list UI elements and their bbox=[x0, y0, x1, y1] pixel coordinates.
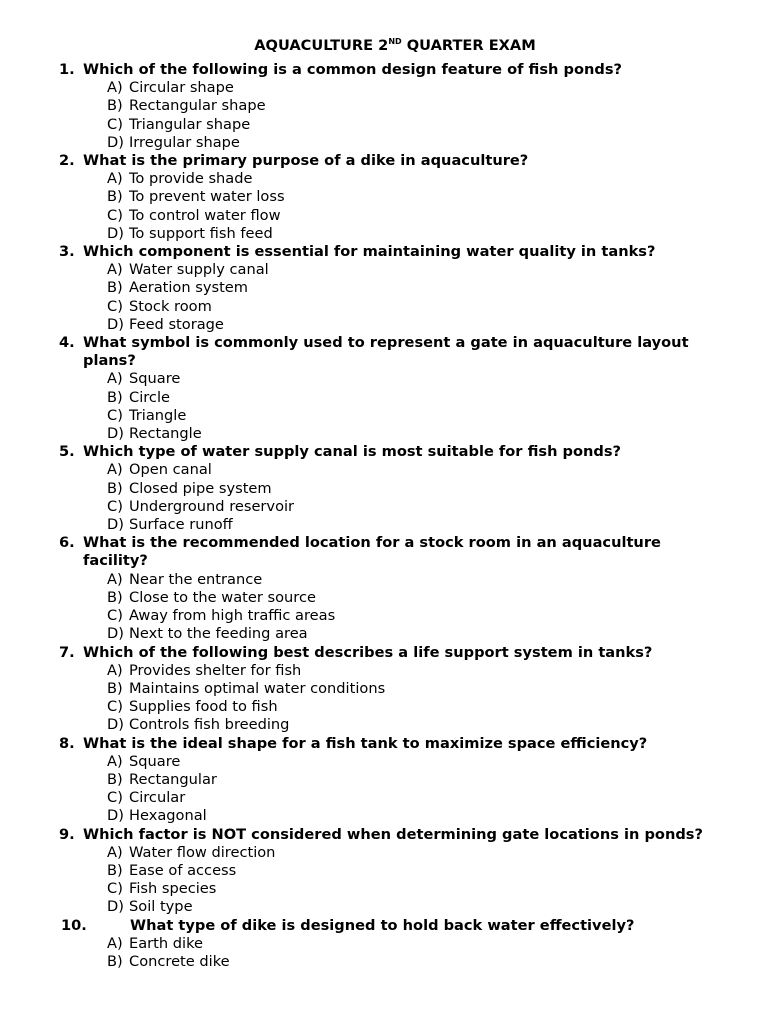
option-text: Water supply canal bbox=[129, 261, 269, 279]
option-text: Next to the feeding area bbox=[129, 625, 308, 643]
option-letter: A) bbox=[107, 261, 123, 279]
question-10 bbox=[0, 917, 768, 935]
option-text: Provides shelter for fish bbox=[129, 661, 302, 679]
answer-option bbox=[0, 498, 768, 516]
option-letter: B) bbox=[107, 861, 123, 879]
question-number: 3. bbox=[59, 243, 75, 261]
question-3 bbox=[0, 243, 768, 261]
question-8 bbox=[0, 735, 768, 753]
option-text: Near the entrance bbox=[129, 570, 263, 588]
answer-option bbox=[0, 953, 768, 971]
question-text: Which factor is NOT considered when determining gate locations in ponds? bbox=[83, 825, 703, 843]
answer-option bbox=[0, 188, 768, 206]
option-text: Rectangle bbox=[129, 425, 202, 443]
option-letter: C) bbox=[107, 115, 123, 133]
option-text: Maintains optimal water conditions bbox=[129, 679, 386, 697]
option-letter: D) bbox=[107, 898, 124, 916]
option-text: Triangular shape bbox=[129, 115, 251, 133]
question-text: What symbol is commonly used to represent a gate in aquaculture layout plans? bbox=[83, 334, 689, 370]
exam-title bbox=[0, 33, 768, 55]
question-7 bbox=[0, 644, 768, 662]
question-text: Which type of water supply canal is most suitable for fish ponds? bbox=[83, 443, 622, 461]
question-text: What type of dike is designed to hold back water effectively? bbox=[130, 916, 635, 934]
option-letter: A) bbox=[107, 79, 123, 97]
answer-option bbox=[0, 698, 768, 716]
option-letter: A) bbox=[107, 170, 123, 188]
option-text: To control water flow bbox=[129, 206, 281, 224]
option-letter: D) bbox=[107, 625, 124, 643]
question-number: 2. bbox=[59, 152, 75, 170]
option-letter: C) bbox=[107, 297, 123, 315]
question-9 bbox=[0, 826, 768, 844]
answer-option bbox=[0, 370, 768, 388]
question-number: 1. bbox=[59, 61, 75, 78]
option-text: Circular shape bbox=[129, 79, 234, 97]
answer-option bbox=[0, 789, 768, 807]
option-letter: C) bbox=[107, 497, 123, 515]
option-text: Supplies food to fish bbox=[129, 698, 278, 716]
question-5 bbox=[0, 443, 768, 461]
option-text: Underground reservoir bbox=[129, 497, 295, 515]
question-number: 8. bbox=[59, 734, 75, 752]
option-text: Triangle bbox=[129, 406, 187, 424]
answer-option bbox=[0, 589, 768, 607]
answer-option bbox=[0, 225, 768, 243]
option-text: Aeration system bbox=[129, 279, 249, 297]
question-4 bbox=[0, 334, 768, 370]
title-superscript: ND bbox=[388, 37, 402, 46]
answer-option bbox=[0, 716, 768, 734]
answer-option bbox=[0, 880, 768, 898]
answer-option bbox=[0, 461, 768, 479]
option-text: Feed storage bbox=[129, 315, 224, 333]
option-text: Controls fish breeding bbox=[129, 716, 290, 734]
answer-option bbox=[0, 753, 768, 771]
question-number: 6. bbox=[59, 534, 75, 552]
option-letter: A) bbox=[107, 934, 123, 952]
option-letter: D) bbox=[107, 224, 124, 242]
option-letter: B) bbox=[107, 279, 123, 297]
answer-option bbox=[0, 662, 768, 680]
question-1 bbox=[0, 61, 768, 79]
option-text: Away from high traffic areas bbox=[129, 607, 336, 625]
answer-option bbox=[0, 279, 768, 297]
option-letter: B) bbox=[107, 770, 123, 788]
option-letter: D) bbox=[107, 516, 124, 534]
question-list bbox=[0, 61, 768, 971]
option-text: Square bbox=[129, 752, 181, 770]
answer-option bbox=[0, 680, 768, 698]
option-letter: A) bbox=[107, 461, 123, 479]
option-text: Circular bbox=[129, 789, 186, 807]
answer-option bbox=[0, 844, 768, 862]
option-text: Ease of access bbox=[129, 861, 237, 879]
option-text: Close to the water source bbox=[129, 588, 316, 606]
option-text: Open canal bbox=[129, 461, 212, 479]
answer-option bbox=[0, 116, 768, 134]
question-number: 5. bbox=[59, 443, 75, 461]
title-prefix: AQUACULTURE 2 bbox=[254, 37, 389, 54]
option-text: Hexagonal bbox=[129, 807, 207, 825]
option-letter: C) bbox=[107, 206, 123, 224]
question-2 bbox=[0, 152, 768, 170]
option-letter: D) bbox=[107, 133, 124, 151]
question-text: Which component is essential for maintaining water quality in tanks? bbox=[83, 243, 656, 261]
answer-option bbox=[0, 389, 768, 407]
answer-option bbox=[0, 407, 768, 425]
option-text: To prevent water loss bbox=[129, 188, 285, 206]
answer-option bbox=[0, 261, 768, 279]
answer-option bbox=[0, 862, 768, 880]
option-letter: C) bbox=[107, 789, 123, 807]
answer-option bbox=[0, 207, 768, 225]
option-letter: C) bbox=[107, 607, 123, 625]
option-letter: A) bbox=[107, 752, 123, 770]
question-text: Which of the following best describes a life support system in tanks? bbox=[83, 643, 653, 661]
answer-option bbox=[0, 771, 768, 789]
answer-option bbox=[0, 316, 768, 334]
option-text: Concrete dike bbox=[129, 952, 230, 970]
answer-option bbox=[0, 607, 768, 625]
option-letter: A) bbox=[107, 370, 123, 388]
answer-option bbox=[0, 625, 768, 643]
option-letter: C) bbox=[107, 406, 123, 424]
question-text: What is the primary purpose of a dike in aquaculture? bbox=[83, 152, 529, 170]
option-text: To support fish feed bbox=[129, 224, 273, 242]
question-text: What is the ideal shape for a fish tank to maximize space efficiency? bbox=[83, 734, 648, 752]
answer-option bbox=[0, 425, 768, 443]
answer-option bbox=[0, 79, 768, 97]
option-letter: D) bbox=[107, 315, 124, 333]
option-text: Soil type bbox=[129, 898, 193, 916]
option-letter: A) bbox=[107, 570, 123, 588]
question-number: 4. bbox=[59, 334, 75, 352]
option-text: Fish species bbox=[129, 880, 217, 898]
answer-option bbox=[0, 898, 768, 916]
question-text: What is the recommended location for a stock room in an aquaculture facility? bbox=[83, 534, 661, 570]
option-letter: D) bbox=[107, 716, 124, 734]
option-letter: B) bbox=[107, 479, 123, 497]
option-letter: C) bbox=[107, 698, 123, 716]
option-text: Closed pipe system bbox=[129, 479, 272, 497]
option-text: Stock room bbox=[129, 297, 212, 315]
option-letter: B) bbox=[107, 97, 123, 115]
option-letter: C) bbox=[107, 880, 123, 898]
question-6 bbox=[0, 534, 768, 570]
option-text: Rectangular bbox=[129, 770, 217, 788]
answer-option bbox=[0, 97, 768, 115]
option-text: Square bbox=[129, 370, 181, 388]
answer-option bbox=[0, 480, 768, 498]
question-number: 9. bbox=[59, 825, 75, 843]
option-letter: D) bbox=[107, 807, 124, 825]
answer-option bbox=[0, 170, 768, 188]
title-suffix: QUARTER EXAM bbox=[401, 37, 536, 54]
option-letter: D) bbox=[107, 425, 124, 443]
answer-option bbox=[0, 571, 768, 589]
option-text: To provide shade bbox=[129, 170, 253, 188]
answer-option bbox=[0, 807, 768, 825]
question-text: Which of the following is a common design feature of fish ponds? bbox=[83, 61, 622, 78]
option-letter: B) bbox=[107, 952, 123, 970]
option-letter: B) bbox=[107, 588, 123, 606]
option-letter: B) bbox=[107, 388, 123, 406]
option-text: Circle bbox=[129, 388, 170, 406]
option-text: Water flow direction bbox=[129, 843, 276, 861]
option-letter: B) bbox=[107, 679, 123, 697]
option-text: Surface runoff bbox=[129, 516, 233, 534]
option-text: Irregular shape bbox=[129, 133, 240, 151]
option-text: Rectangular shape bbox=[129, 97, 266, 115]
answer-option bbox=[0, 935, 768, 953]
option-letter: A) bbox=[107, 843, 123, 861]
answer-option bbox=[0, 298, 768, 316]
option-letter: B) bbox=[107, 188, 123, 206]
option-text: Earth dike bbox=[129, 934, 204, 952]
question-number: 10. bbox=[61, 916, 87, 934]
option-letter: A) bbox=[107, 661, 123, 679]
answer-option bbox=[0, 134, 768, 152]
question-number: 7. bbox=[59, 643, 75, 661]
answer-option bbox=[0, 516, 768, 534]
